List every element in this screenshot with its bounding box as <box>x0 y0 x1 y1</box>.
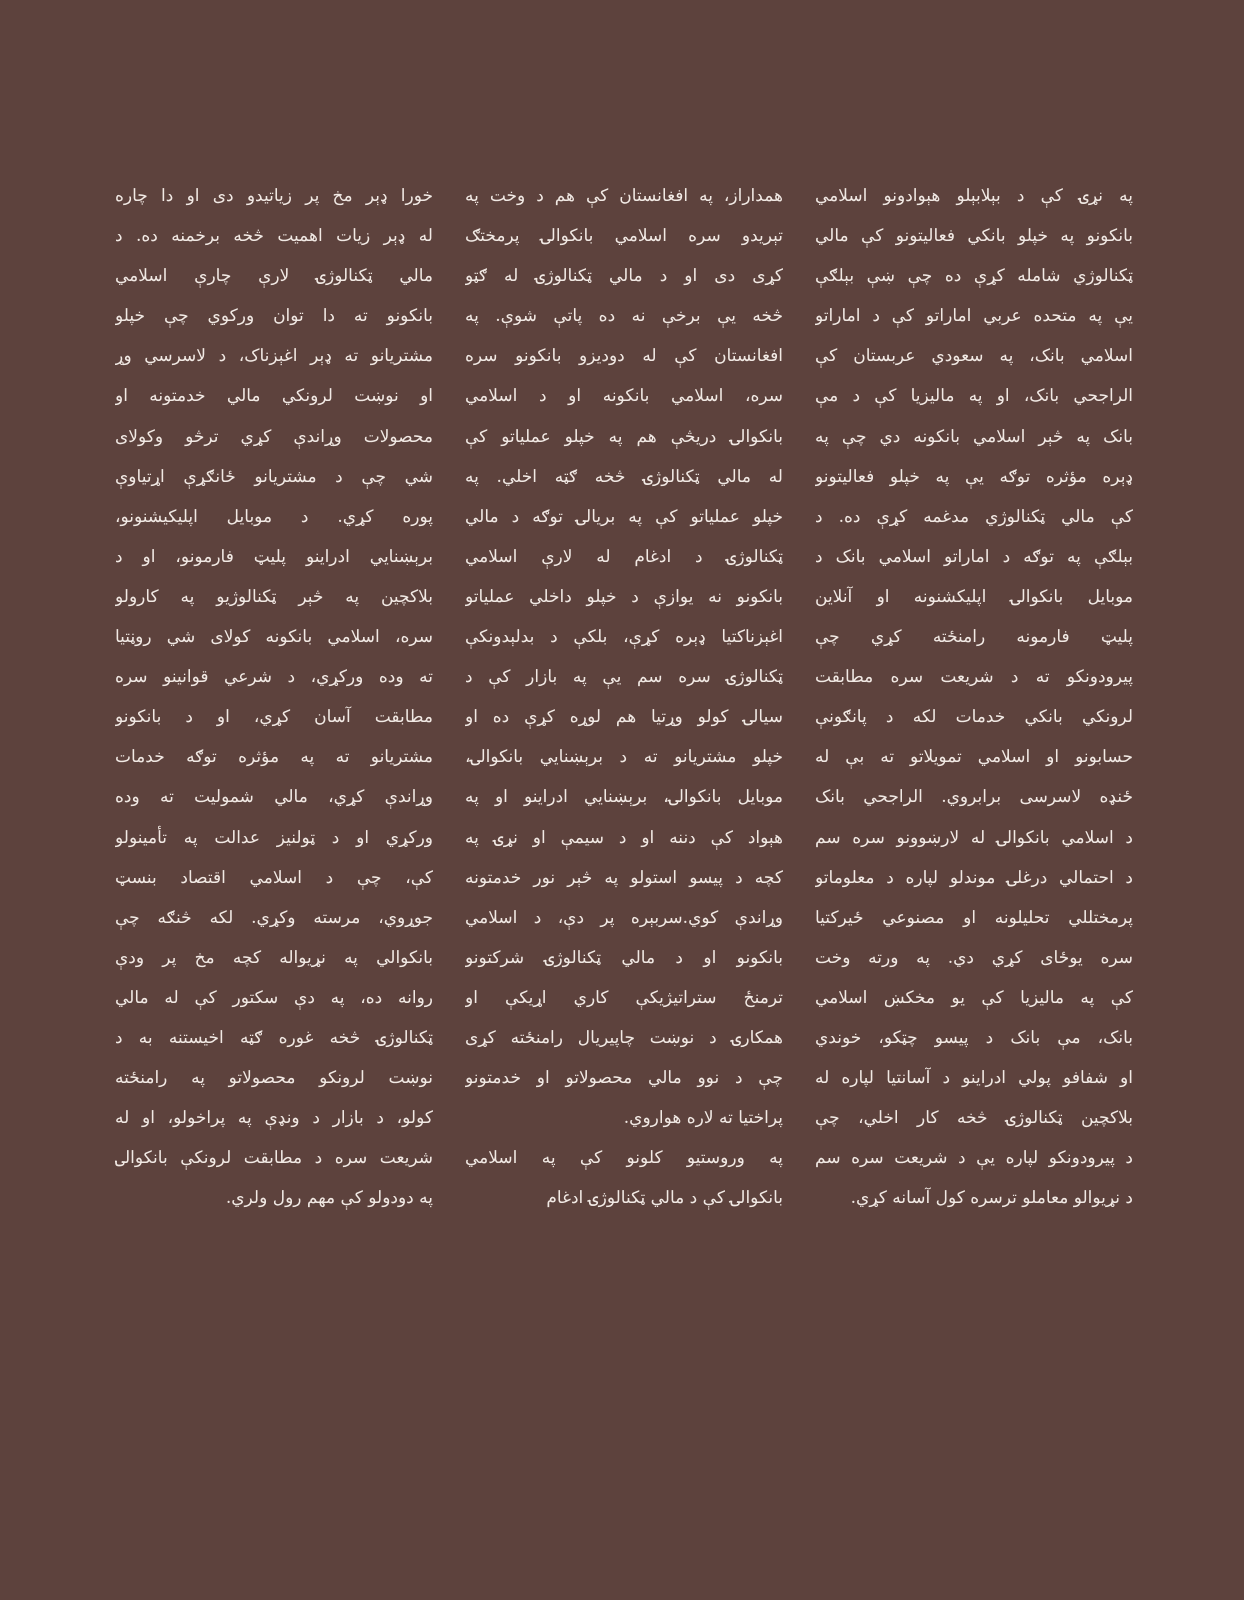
text-line: شي چې د مشتریانو ځانګړې اړتیاوې <box>115 466 433 487</box>
text-line: بانکونو نه یوازې د خپلو داخلي عملیاتو <box>465 586 783 607</box>
text-line: بانکونو او د مالي ټکنالوژۍ شرکتونو <box>465 947 783 968</box>
text-line: خپلو عملیاتو کې په بریالۍ توګه د مالي <box>465 506 783 527</box>
text-line: حسابونو او اسلامي تمویلاتو ته بې له <box>815 747 1133 768</box>
text-line: بانکوالي په نړیواله کچه مخ پر ودې <box>115 947 433 968</box>
text-line: کولو، د بازار د ونډې په پراخولو، او له <box>115 1108 433 1129</box>
text-line: بانکونو په خپلو بانکي فعالیتونو کې مالي <box>815 226 1133 247</box>
text-line: سیالۍ کولو وړتیا هم لوړه کړې ده او <box>465 707 783 728</box>
text-line: کچه د پیسو استولو په څېر نور خدمتونه <box>465 867 783 888</box>
text-line: کړی دی او د مالي ټکنالوژۍ له ګټو <box>465 266 783 287</box>
text-line: پوره کړي. د موبایل اپلیکیشنونو، <box>115 506 433 527</box>
text-line: له ډېر زیات اهمیت څخه برخمنه ده. د <box>115 226 433 247</box>
text-line: کې، چې د اسلامي اقتصاد بنسټ <box>115 867 433 888</box>
text-line: اغېزناکتیا ډېره کړې، بلکې د بدلېدونکې <box>465 627 783 648</box>
text-line: په نړۍ کې د بېلابېلو هېوادونو اسلامي <box>815 186 1133 206</box>
text-line: او شفافو پولي ادراینو د آسانتیا لپاره له <box>815 1068 1133 1089</box>
text-line: مشتریانو ته ډېر اغېزناک، د لاسرسي وړ <box>115 346 433 367</box>
text-line: مشتریانو ته په مؤثره توګه خدمات <box>115 747 433 768</box>
text-line: بانک په څېر اسلامي بانکونه دي چې په <box>815 426 1133 447</box>
text-column-left <box>115 176 433 1218</box>
text-line: خپلو مشتریانو ته د برېښنایي بانکوالۍ، <box>465 747 783 768</box>
text-line: ورکړي او د ټولنیز عدالت په تأمینولو <box>115 827 433 848</box>
text-line: وړاندې کړي، مالي شمولیت ته وده <box>115 787 433 808</box>
text-line: تېریدو سره اسلامي بانکوالۍ پرمختګ <box>465 226 783 247</box>
text-line: لرونکي بانکي خدمات لکه د پانګونې <box>815 707 1133 728</box>
text-line: ټکنالوژۍ څخه غوره ګټه اخیستنه به د <box>115 1027 433 1048</box>
text-line: مالي ټکنالوژۍ لارې چارې اسلامي <box>115 266 433 287</box>
text-line: خورا ډېر مخ پر زیاتیدو دی او دا چاره <box>115 186 433 206</box>
text-line: روانه ده، په دې سکتور کې له مالي <box>115 987 433 1008</box>
text-line: د احتمالي درغلۍ موندلو لپاره د معلوماتو <box>815 867 1133 888</box>
text-line: پیرودونکو ته د شریعت سره مطابقت <box>815 667 1133 688</box>
text-line: نوښت لرونکو محصولاتو په رامنځته <box>115 1068 433 1089</box>
text-line: محصولات وړاندې کړي ترڅو وکولای <box>115 426 433 447</box>
text-column-right <box>815 176 1133 1218</box>
text-line: ډېره مؤثره توګه یې په خپلو فعالیتونو <box>815 466 1133 487</box>
text-line: پلیټ فارمونه رامنځته کړي چې <box>815 627 1133 648</box>
text-line: بانکونو ته دا توان ورکوي چې خپلو <box>115 306 433 327</box>
text-line: جوړوي، مرسته وکړي. لکه څنګه چې <box>115 907 433 928</box>
text-line: سره یوځای کړي دي. په ورته وخت <box>815 947 1133 968</box>
text-line: یې په متحده عربي اماراتو کې د اماراتو <box>815 306 1133 327</box>
text-line: بانک، مې بانک د پیسو چټکو، خوندي <box>815 1027 1133 1048</box>
text-line: کې مالي ټکنالوژي مدغمه کړې ده. د <box>815 506 1133 527</box>
text-line: بلاکچین ټکنالوژۍ څخه کار اخلي، چې <box>815 1108 1133 1129</box>
text-line: همداراز، په افغانستان کې هم د وخت په <box>465 186 783 206</box>
text-line: موبایل بانکوالۍ، برېښنایي ادراینو او په <box>465 787 783 808</box>
text-line: بېلګې په توګه د اماراتو اسلامي بانک د <box>815 546 1133 567</box>
text-line: د اسلامي بانکوالۍ له لارښوونو سره سم <box>815 827 1133 848</box>
text-line: په دودولو کې مهم رول ولري. <box>225 1188 433 1209</box>
text-column-middle <box>465 176 783 1218</box>
text-line: ټکنالوژۍ د ادغام له لارې اسلامي <box>465 546 783 567</box>
text-line: سره، اسلامي بانکونه او د اسلامي <box>465 386 783 407</box>
text-line: د پیرودونکو لپاره یې د شریعت سره سم <box>815 1148 1133 1169</box>
text-line: برېښنایي ادراینو پلیټ فارمونو، او د <box>115 546 433 567</box>
text-line: وړاندې کوي.سربېره پر دې، د اسلامي <box>465 907 783 928</box>
text-line: پراختیا ته لاره هواروي. <box>623 1108 783 1129</box>
text-line: بانکوالۍ دریڅې هم په خپلو عملیاتو کې <box>465 426 783 447</box>
text-line: د نړیوالو معاملو ترسره کول آسانه کړي. <box>850 1188 1133 1209</box>
text-line: ترمنځ ستراتیژیکې کاري اړیکې او <box>465 987 783 1008</box>
text-line: هېواد کې دننه او د سیمې او نړۍ په <box>465 827 783 848</box>
text-line: ځنډه لاسرسی برابروي. الراجحي بانک <box>815 787 1133 808</box>
text-line: ته وده ورکړي، د شرعي قوانینو سره <box>115 667 433 688</box>
text-line: سره، اسلامي بانکونه کولای شي روڼتیا <box>115 627 433 648</box>
text-line: موبایل بانکوالۍ اپلیکشنونه او آنلاین <box>815 586 1133 607</box>
text-line: کې په مالیزیا کې یو مخکښ اسلامي <box>815 987 1133 1008</box>
text-line: همکارۍ د نوښت چاپیریال رامنځته کړی <box>465 1027 783 1048</box>
text-line: بانکوالۍ کې د مالي ټکنالوژۍ ادغام <box>546 1188 783 1209</box>
text-line: څخه یې برخې نه ده پاتې شوې. په <box>465 306 783 327</box>
text-line: بلاکچین په څېر ټکنالوژیو په کارولو <box>115 586 433 607</box>
text-line: له مالي ټکنالوژۍ څخه ګټه اخلي. په <box>465 466 783 487</box>
text-line: اسلامي بانک، په سعودي عربستان کې <box>815 346 1133 367</box>
text-line: الراجحي بانک، او په مالیزیا کې د مې <box>815 386 1133 407</box>
text-line: په وروستیو کلونو کې په اسلامي <box>465 1148 783 1169</box>
text-line: پرمختللي تحلیلونه او مصنوعي ځیرکتیا <box>815 907 1133 928</box>
text-line: ټکنالوژۍ سره سم یې په بازار کې د <box>465 667 783 688</box>
text-line: او نوښت لرونکي مالي خدمتونه او <box>115 386 433 407</box>
text-line: افغانستان کې له دودیزو بانکونو سره <box>465 346 783 367</box>
text-line: ټکنالوژي شامله کړې ده چې ښې بېلګې <box>815 266 1133 287</box>
text-line: شریعت سره د مطابقت لرونکې بانکوالۍ <box>115 1148 433 1169</box>
text-line: چې د نوو مالي محصولاتو او خدمتونو <box>465 1068 783 1089</box>
text-line: مطابقت آسان کړي، او د بانکونو <box>115 707 433 728</box>
